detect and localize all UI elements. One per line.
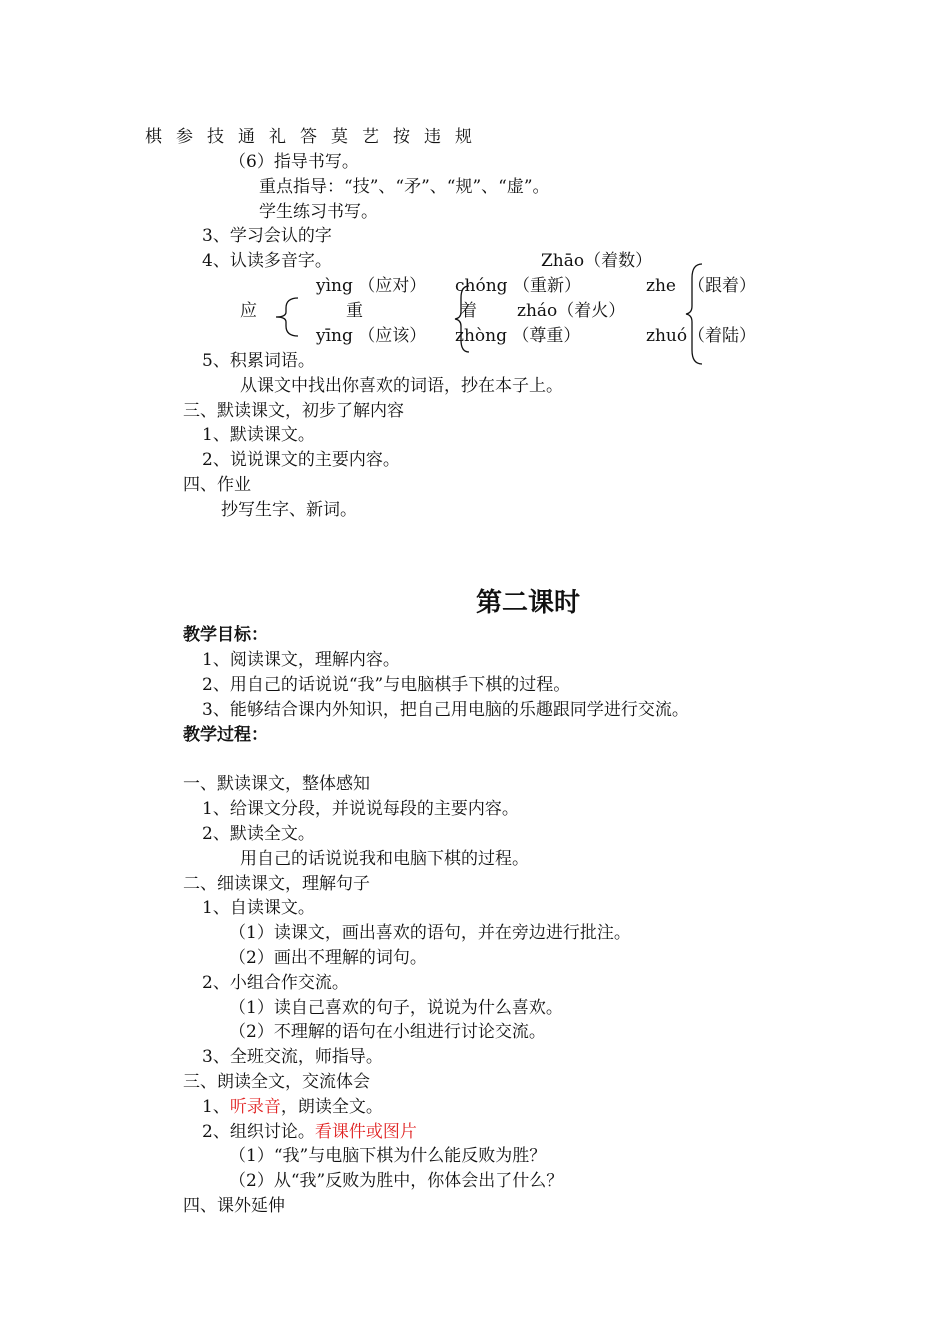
zhe1: zhe	[646, 276, 676, 296]
new-character: 答	[300, 127, 317, 147]
process-2-1a: （1）读课文，画出喜欢的语句，并在旁边进行批注。	[229, 923, 631, 943]
process-3: 三、朗读全文，交流体会	[183, 1072, 370, 1092]
chong1: chóng （重新）	[455, 276, 581, 296]
part-3-item-1: 1、默读课文。	[202, 425, 315, 445]
process-1-1: 1、给课文分段，并说说每段的主要内容。	[202, 799, 519, 819]
chong2: zhòng （尊重）	[455, 326, 581, 346]
process-3-2a: （1）“我”与电脑下棋为什么能反败为胜？	[229, 1146, 547, 1166]
new-character: 棋	[145, 127, 162, 147]
listen-recording-note: 听录音	[229, 1097, 281, 1117]
process-1-2-detail: 用自己的话说说我和电脑下棋的过程。	[240, 849, 529, 869]
new-characters-row	[145, 127, 486, 147]
zhe1-gloss: （跟着）	[688, 276, 756, 296]
view-slides-note: 看课件或图片	[314, 1122, 417, 1142]
new-character: 按	[393, 127, 410, 147]
process-1: 一、默读课文，整体感知	[183, 774, 370, 794]
new-character: 规	[455, 127, 472, 147]
ying-char: 应	[240, 301, 257, 321]
new-character: 艺	[362, 127, 379, 147]
process-2-2b: （2）不理解的语句在小组进行讨论交流。	[229, 1022, 546, 1042]
goals-label: 教学目标：	[183, 625, 268, 645]
process-2-1b: （2）画出不理解的词句。	[229, 948, 427, 968]
ying-brace	[270, 296, 300, 338]
process-4: 四、课外延伸	[183, 1196, 285, 1216]
zhe-right-brace	[684, 262, 704, 366]
item-5: 5、积累词语。	[202, 351, 315, 371]
key-guide: 重点指导：“技”、“矛”、“规”、“虚”。	[259, 177, 550, 197]
process-2-1: 1、自读课文。	[202, 898, 315, 918]
chong-char: 重	[346, 301, 363, 321]
part-3-item-2: 2、说说课文的主要内容。	[202, 450, 400, 470]
goal-1: 1、阅读课文，理解内容。	[202, 650, 400, 670]
zhao2: zháo（着火）	[517, 301, 626, 321]
process-2-2a: （1）读自己喜欢的句子，说说为什么喜欢。	[229, 998, 563, 1018]
new-character: 技	[207, 127, 224, 147]
part-4-detail: 抄写生字、新词。	[221, 500, 357, 520]
process-3-1	[202, 1097, 383, 1117]
item-3: 3、学习会认的字	[202, 226, 332, 246]
zhuo-gloss: （着陆）	[688, 326, 756, 346]
new-character: 参	[176, 127, 193, 147]
ying1: yìng （应对）	[316, 276, 427, 296]
new-character: 莫	[331, 127, 348, 147]
zhao1: Zhāo（着数）	[541, 251, 653, 271]
item-4: 4、认读多音字。	[202, 251, 332, 271]
goal-3: 3、能够结合课内外知识，把自己用电脑的乐趣跟同学进行交流。	[202, 700, 689, 720]
process-3-2-prefix: 2、组织讨论。	[202, 1122, 315, 1142]
process-2: 二、细读课文，理解句子	[183, 874, 370, 894]
part-4-heading: 四、作业	[183, 475, 251, 495]
new-character: 违	[424, 127, 441, 147]
new-character: 通	[238, 127, 255, 147]
zhe-brace	[453, 284, 473, 354]
guide-writing: （6）指导书写。	[229, 152, 359, 172]
new-character: 礼	[269, 127, 286, 147]
part-3-heading: 三、默读课文，初步了解内容	[183, 401, 404, 421]
process-2-2: 2、小组合作交流。	[202, 973, 349, 993]
process-2-3: 3、全班交流，师指导。	[202, 1047, 383, 1067]
process-3-2b: （2）从“我”反败为胜中，你体会出了什么？	[229, 1171, 564, 1191]
process-3-1-rest: ，朗读全文。	[280, 1097, 383, 1117]
process-3-2	[202, 1122, 417, 1142]
process-1-2: 2、默读全文。	[202, 824, 315, 844]
practice-writing: 学生练习书写。	[259, 202, 378, 222]
ying2: yīng （应该）	[316, 326, 427, 346]
zhuo: zhuó	[646, 326, 688, 346]
process-3-1-prefix: 1、	[202, 1097, 230, 1117]
process-label: 教学过程：	[183, 725, 268, 745]
page-title: 第二课时	[476, 588, 581, 618]
zhe-char: 着	[460, 301, 477, 321]
item-5-detail: 从课文中找出你喜欢的词语，抄在本子上。	[240, 376, 563, 396]
goal-2: 2、用自己的话说说“我”与电脑棋手下棋的过程。	[202, 675, 571, 695]
